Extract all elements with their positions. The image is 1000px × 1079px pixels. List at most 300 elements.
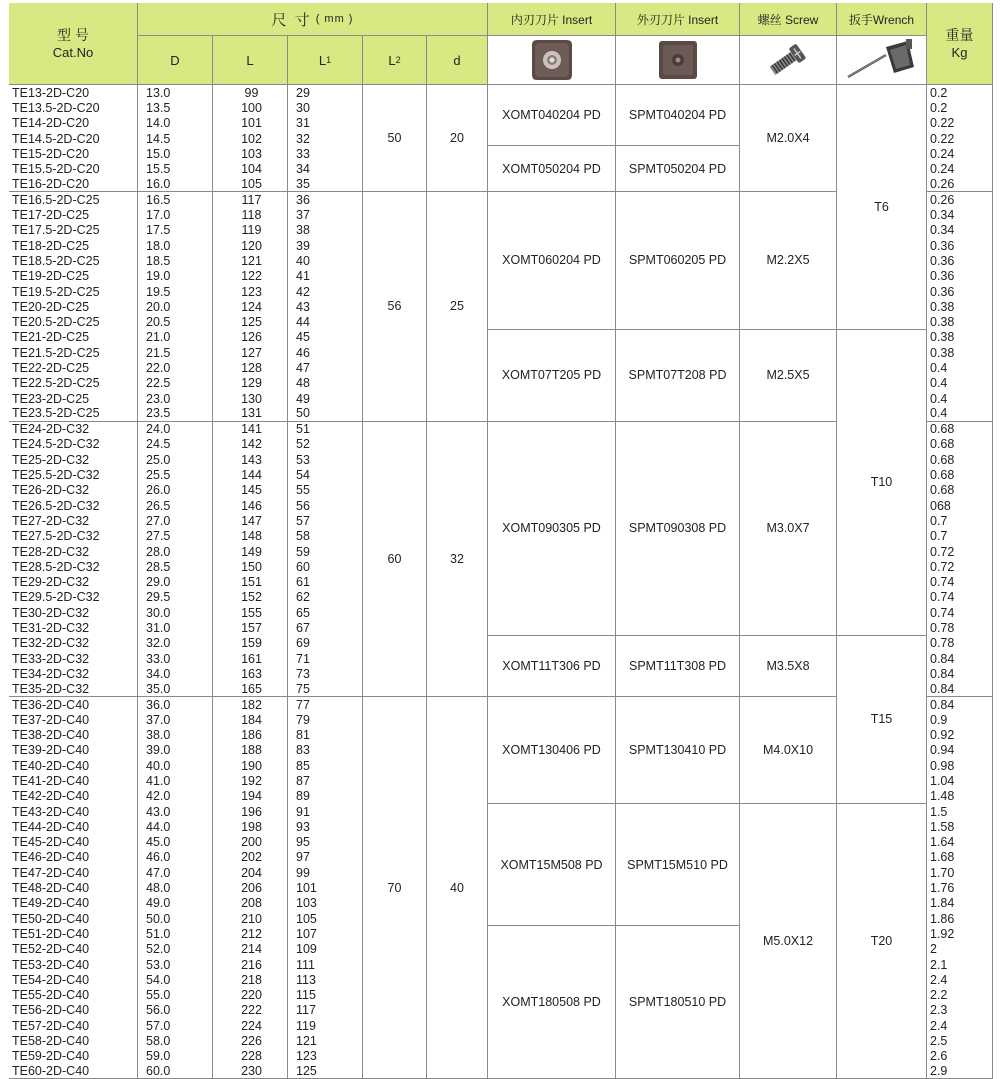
screw-cell: M3.0X7 <box>740 422 837 636</box>
D-cell: 13.0 <box>138 85 213 100</box>
D-cell: 43.0 <box>138 804 213 819</box>
L-cell: 206 <box>213 880 288 895</box>
cat-no-cell: TE15-2D-C20 <box>9 146 138 161</box>
cat-no-cell: TE22.5-2D-C25 <box>9 376 138 391</box>
L-cell: 230 <box>213 1064 288 1079</box>
D-cell: 56.0 <box>138 1003 213 1018</box>
D-cell: 18.5 <box>138 253 213 268</box>
weight-cell: 1.76 <box>927 880 993 895</box>
L-cell: 117 <box>213 192 288 207</box>
outer-insert-cell: SPMT050204 PD <box>616 146 740 192</box>
cat-no-cell: TE26.5-2D-C32 <box>9 498 138 513</box>
weight-cell: 0.68 <box>927 437 993 452</box>
D-cell: 19.5 <box>138 284 213 299</box>
L-cell: 118 <box>213 207 288 222</box>
cat-no-cell: TE28.5-2D-C32 <box>9 559 138 574</box>
L1-cell: 42 <box>288 284 363 299</box>
L1-cell: 43 <box>288 299 363 314</box>
weight-cell: 0.4 <box>927 360 993 375</box>
screw-cell: M2.2X5 <box>740 192 837 330</box>
weight-cell: 0.84 <box>927 697 993 712</box>
header-screw: 螺丝 Screw <box>740 3 837 36</box>
D-cell: 57.0 <box>138 1018 213 1033</box>
D-cell: 39.0 <box>138 743 213 758</box>
L1-cell: 117 <box>288 1003 363 1018</box>
L-cell: 146 <box>213 498 288 513</box>
cat-no-cell: TE25-2D-C32 <box>9 452 138 467</box>
L1-cell: 51 <box>288 422 363 437</box>
L-cell: 155 <box>213 605 288 620</box>
D-cell: 58.0 <box>138 1033 213 1048</box>
cat-no-cell: TE14-2D-C20 <box>9 116 138 131</box>
L1-cell: 67 <box>288 620 363 635</box>
screw-cell: M5.0X12 <box>740 804 837 1079</box>
L1-cell: 107 <box>288 926 363 941</box>
weight-cell: 0.74 <box>927 590 993 605</box>
weight-cell: 2.9 <box>927 1064 993 1079</box>
L-cell: 198 <box>213 819 288 834</box>
header-wrench: 扳手Wrench <box>837 3 927 36</box>
weight-cell: 2.6 <box>927 1049 993 1064</box>
screw-cell: M2.5X5 <box>740 330 837 422</box>
D-cell: 15.0 <box>138 146 213 161</box>
inner-insert-cell: XOMT15M508 PD <box>488 804 616 926</box>
L-cell: 130 <box>213 391 288 406</box>
header-model-en: Cat.No <box>52 44 94 60</box>
header-size-cn: 尺 寸 <box>271 11 312 29</box>
weight-cell: 2.2 <box>927 988 993 1003</box>
L1-cell: 97 <box>288 850 363 865</box>
cat-no-cell: TE37-2D-C40 <box>9 712 138 727</box>
outer-insert-cell: SPMT180510 PD <box>616 926 740 1079</box>
header-model <box>9 3 138 85</box>
L1-cell: 73 <box>288 666 363 681</box>
d-group-cell: 32 <box>427 422 488 697</box>
L1-cell: 95 <box>288 835 363 850</box>
L-cell: 202 <box>213 850 288 865</box>
outer-insert-cell: SPMT11T308 PD <box>616 636 740 697</box>
L-cell: 143 <box>213 452 288 467</box>
L-cell: 149 <box>213 544 288 559</box>
weight-cell: 1.5 <box>927 804 993 819</box>
L1-cell: 58 <box>288 529 363 544</box>
inner-insert-cell: XOMT090305 PD <box>488 422 616 636</box>
weight-cell: 0.34 <box>927 207 993 222</box>
L-cell: 141 <box>213 422 288 437</box>
L-cell: 124 <box>213 299 288 314</box>
weight-cell: 0.26 <box>927 192 993 207</box>
weight-cell: 2.3 <box>927 1003 993 1018</box>
L-cell: 163 <box>213 666 288 681</box>
cat-no-cell: TE17-2D-C25 <box>9 207 138 222</box>
L1-cell: 111 <box>288 957 363 972</box>
weight-cell: 0.78 <box>927 620 993 635</box>
wrench-cell: T6 <box>837 85 927 330</box>
D-cell: 21.5 <box>138 345 213 360</box>
L-cell: 144 <box>213 467 288 482</box>
L1-cell: 125 <box>288 1064 363 1079</box>
D-cell: 47.0 <box>138 865 213 880</box>
L1-cell: 60 <box>288 559 363 574</box>
L1-cell: 109 <box>288 942 363 957</box>
weight-cell: 0.9 <box>927 712 993 727</box>
weight-cell: 0.38 <box>927 299 993 314</box>
cat-no-cell: TE23.5-2D-C25 <box>9 406 138 421</box>
outer-insert-cell: SPMT040204 PD <box>616 85 740 146</box>
L-cell: 121 <box>213 253 288 268</box>
D-cell: 27.5 <box>138 529 213 544</box>
L-cell: 145 <box>213 483 288 498</box>
L-cell: 128 <box>213 360 288 375</box>
L-cell: 161 <box>213 651 288 666</box>
D-cell: 34.0 <box>138 666 213 681</box>
L1-cell: 53 <box>288 452 363 467</box>
weight-cell: 0.72 <box>927 559 993 574</box>
cat-no-cell: TE60-2D-C40 <box>9 1064 138 1079</box>
header-outer-insert: 外刃刀片 Insert <box>616 3 740 36</box>
header-weight <box>927 3 993 85</box>
weight-cell: 0.34 <box>927 223 993 238</box>
weight-cell: 0.36 <box>927 253 993 268</box>
cat-no-cell: TE55-2D-C40 <box>9 988 138 1003</box>
inner-insert-cell: XOMT040204 PD <box>488 85 616 146</box>
L1-cell: 83 <box>288 743 363 758</box>
L1-cell: 75 <box>288 682 363 697</box>
D-cell: 27.0 <box>138 513 213 528</box>
D-cell: 31.0 <box>138 620 213 635</box>
weight-cell: 0.98 <box>927 758 993 773</box>
header-col-L1 <box>288 36 363 85</box>
D-cell: 25.0 <box>138 452 213 467</box>
D-cell: 21.0 <box>138 330 213 345</box>
L1-cell: 71 <box>288 651 363 666</box>
L2-group-cell: 60 <box>363 422 427 697</box>
L-cell: 204 <box>213 865 288 880</box>
L1-cell: 30 <box>288 100 363 115</box>
cat-no-cell: TE21.5-2D-C25 <box>9 345 138 360</box>
D-cell: 19.0 <box>138 269 213 284</box>
L-cell: 129 <box>213 376 288 391</box>
L1-cell: 38 <box>288 223 363 238</box>
D-cell: 53.0 <box>138 957 213 972</box>
weight-cell: 0.2 <box>927 85 993 100</box>
L-cell: 200 <box>213 835 288 850</box>
L1-cell: 89 <box>288 789 363 804</box>
L-cell: 123 <box>213 284 288 299</box>
weight-cell: 0.38 <box>927 314 993 329</box>
L1-cell: 40 <box>288 253 363 268</box>
cat-no-cell: TE44-2D-C40 <box>9 819 138 834</box>
weight-cell: 0.22 <box>927 131 993 146</box>
cat-no-cell: TE46-2D-C40 <box>9 850 138 865</box>
L1-cell: 31 <box>288 116 363 131</box>
cat-no-cell: TE17.5-2D-C25 <box>9 223 138 238</box>
D-cell: 28.5 <box>138 559 213 574</box>
L1-cell: 54 <box>288 467 363 482</box>
weight-cell: 0.36 <box>927 238 993 253</box>
cat-no-cell: TE24-2D-C32 <box>9 422 138 437</box>
weight-cell: 0.22 <box>927 116 993 131</box>
inner-insert-cell: XOMT130406 PD <box>488 697 616 804</box>
D-cell: 16.0 <box>138 177 213 192</box>
D-cell: 36.0 <box>138 697 213 712</box>
L1-cell: 52 <box>288 437 363 452</box>
L1-cell: 37 <box>288 207 363 222</box>
weight-cell: 1.68 <box>927 850 993 865</box>
wrench-cell: T20 <box>837 804 927 1079</box>
D-cell: 15.5 <box>138 161 213 176</box>
cat-no-cell: TE30-2D-C32 <box>9 605 138 620</box>
D-cell: 22.0 <box>138 360 213 375</box>
L1-cell: 29 <box>288 85 363 100</box>
L-cell: 150 <box>213 559 288 574</box>
L1-cell: 103 <box>288 896 363 911</box>
header-inner-insert: 内刃刀片 Insert <box>488 3 616 36</box>
L-cell: 157 <box>213 620 288 635</box>
d-group-cell: 25 <box>427 192 488 421</box>
D-cell: 44.0 <box>138 819 213 834</box>
cat-no-cell: TE29-2D-C32 <box>9 575 138 590</box>
L1-cell: 61 <box>288 575 363 590</box>
weight-cell: 1.84 <box>927 896 993 911</box>
D-cell: 41.0 <box>138 773 213 788</box>
D-cell: 55.0 <box>138 988 213 1003</box>
inner-insert-cell: XOMT07T205 PD <box>488 330 616 422</box>
L-cell: 220 <box>213 988 288 1003</box>
cat-no-cell: TE18.5-2D-C25 <box>9 253 138 268</box>
D-cell: 20.5 <box>138 314 213 329</box>
cat-no-cell: TE58-2D-C40 <box>9 1033 138 1048</box>
cat-no-cell: TE16-2D-C20 <box>9 177 138 192</box>
inner-insert-cell: XOMT060204 PD <box>488 192 616 330</box>
weight-cell: 0.2 <box>927 100 993 115</box>
outer-insert-cell: SPMT060205 PD <box>616 192 740 330</box>
cat-no-cell: TE23-2D-C25 <box>9 391 138 406</box>
L1-cell: 121 <box>288 1033 363 1048</box>
header-col-L2-sub: 2 <box>395 55 401 65</box>
d-group-cell: 20 <box>427 85 488 192</box>
cat-no-cell: TE16.5-2D-C25 <box>9 192 138 207</box>
L1-cell: 36 <box>288 192 363 207</box>
header-col-D: D <box>138 36 213 85</box>
D-cell: 32.0 <box>138 636 213 651</box>
weight-cell: 0.24 <box>927 146 993 161</box>
D-cell: 28.0 <box>138 544 213 559</box>
cat-no-cell: TE38-2D-C40 <box>9 727 138 742</box>
L2-group-cell: 50 <box>363 85 427 192</box>
D-cell: 13.5 <box>138 100 213 115</box>
L1-cell: 81 <box>288 727 363 742</box>
D-cell: 45.0 <box>138 835 213 850</box>
L-cell: 186 <box>213 727 288 742</box>
L-cell: 212 <box>213 926 288 941</box>
L1-cell: 91 <box>288 804 363 819</box>
screw-cell: M2.0X4 <box>740 85 837 192</box>
weight-cell: 1.58 <box>927 819 993 834</box>
cat-no-cell: TE59-2D-C40 <box>9 1049 138 1064</box>
cat-no-cell: TE29.5-2D-C32 <box>9 590 138 605</box>
L-cell: 120 <box>213 238 288 253</box>
weight-cell: 0.38 <box>927 330 993 345</box>
outer-insert-cell: SPMT090308 PD <box>616 422 740 636</box>
cat-no-cell: TE33-2D-C32 <box>9 651 138 666</box>
L-cell: 214 <box>213 942 288 957</box>
weight-cell: 0.74 <box>927 605 993 620</box>
L-cell: 222 <box>213 1003 288 1018</box>
header-col-L2 <box>363 36 427 85</box>
cat-no-cell: TE13.5-2D-C20 <box>9 100 138 115</box>
header-size <box>138 3 488 36</box>
L1-cell: 32 <box>288 131 363 146</box>
L-cell: 159 <box>213 636 288 651</box>
cat-no-cell: TE50-2D-C40 <box>9 911 138 926</box>
header-model-cn: 型 号 <box>57 26 89 43</box>
weight-cell: 0.38 <box>927 345 993 360</box>
L-cell: 196 <box>213 804 288 819</box>
L1-cell: 35 <box>288 177 363 192</box>
cat-no-cell: TE45-2D-C40 <box>9 835 138 850</box>
cat-no-cell: TE32-2D-C32 <box>9 636 138 651</box>
outer-insert-cell: SPMT15M510 PD <box>616 804 740 926</box>
cat-no-cell: TE24.5-2D-C32 <box>9 437 138 452</box>
L-cell: 208 <box>213 896 288 911</box>
weight-cell: 0.92 <box>927 727 993 742</box>
D-cell: 51.0 <box>138 926 213 941</box>
L-cell: 190 <box>213 758 288 773</box>
L-cell: 188 <box>213 743 288 758</box>
cat-no-cell: TE53-2D-C40 <box>9 957 138 972</box>
screw-cell: M4.0X10 <box>740 697 837 804</box>
cat-no-cell: TE27-2D-C32 <box>9 513 138 528</box>
L1-cell: 85 <box>288 758 363 773</box>
header-size-unit: ( mm ) <box>315 13 354 25</box>
L-cell: 182 <box>213 697 288 712</box>
L1-cell: 87 <box>288 773 363 788</box>
inner-insert-cell: XOMT050204 PD <box>488 146 616 192</box>
weight-cell: 0.68 <box>927 422 993 437</box>
L-cell: 216 <box>213 957 288 972</box>
D-cell: 33.0 <box>138 651 213 666</box>
D-cell: 24.0 <box>138 422 213 437</box>
weight-cell: 1.64 <box>927 835 993 850</box>
L1-cell: 59 <box>288 544 363 559</box>
L1-cell: 44 <box>288 314 363 329</box>
L-cell: 104 <box>213 161 288 176</box>
L1-cell: 113 <box>288 972 363 987</box>
cat-no-cell: TE57-2D-C40 <box>9 1018 138 1033</box>
cat-no-cell: TE18-2D-C25 <box>9 238 138 253</box>
L-cell: 126 <box>213 330 288 345</box>
L1-cell: 49 <box>288 391 363 406</box>
cat-no-cell: TE49-2D-C40 <box>9 896 138 911</box>
L1-cell: 105 <box>288 911 363 926</box>
L1-cell: 62 <box>288 590 363 605</box>
D-cell: 37.0 <box>138 712 213 727</box>
weight-cell: 2.1 <box>927 957 993 972</box>
L-cell: 142 <box>213 437 288 452</box>
weight-cell: 0.7 <box>927 513 993 528</box>
L1-cell: 115 <box>288 988 363 1003</box>
cat-no-cell: TE25.5-2D-C32 <box>9 467 138 482</box>
cat-no-cell: TE56-2D-C40 <box>9 1003 138 1018</box>
L1-cell: 123 <box>288 1049 363 1064</box>
weight-cell: 0.84 <box>927 651 993 666</box>
outer-insert-cell: SPMT130410 PD <box>616 697 740 804</box>
D-cell: 54.0 <box>138 972 213 987</box>
weight-cell: 0.68 <box>927 483 993 498</box>
weight-cell: 0.84 <box>927 682 993 697</box>
insert-square-icon <box>616 36 740 85</box>
L2-group-cell: 70 <box>363 697 427 1079</box>
L-cell: 101 <box>213 116 288 131</box>
L1-cell: 48 <box>288 376 363 391</box>
L1-cell: 79 <box>288 712 363 727</box>
L1-cell: 41 <box>288 269 363 284</box>
L1-cell: 56 <box>288 498 363 513</box>
weight-cell: 0.68 <box>927 467 993 482</box>
d-group-cell: 40 <box>427 697 488 1079</box>
L1-cell: 50 <box>288 406 363 421</box>
cat-no-cell: TE43-2D-C40 <box>9 804 138 819</box>
L-cell: 210 <box>213 911 288 926</box>
L1-cell: 99 <box>288 865 363 880</box>
L-cell: 151 <box>213 575 288 590</box>
L-cell: 194 <box>213 789 288 804</box>
L-cell: 103 <box>213 146 288 161</box>
D-cell: 24.5 <box>138 437 213 452</box>
weight-cell: 1.92 <box>927 926 993 941</box>
L-cell: 125 <box>213 314 288 329</box>
header-col-L1-sub: 1 <box>326 55 332 65</box>
screw-cell: M3.5X8 <box>740 636 837 697</box>
L-cell: 127 <box>213 345 288 360</box>
L1-cell: 65 <box>288 605 363 620</box>
L1-cell: 93 <box>288 819 363 834</box>
L1-cell: 55 <box>288 483 363 498</box>
cat-no-cell: TE48-2D-C40 <box>9 880 138 895</box>
L1-cell: 33 <box>288 146 363 161</box>
cat-no-cell: TE34-2D-C32 <box>9 666 138 681</box>
cat-no-cell: TE14.5-2D-C20 <box>9 131 138 146</box>
weight-cell: 0.24 <box>927 161 993 176</box>
D-cell: 17.5 <box>138 223 213 238</box>
weight-cell: 0.36 <box>927 269 993 284</box>
weight-cell: 1.04 <box>927 773 993 788</box>
D-cell: 22.5 <box>138 376 213 391</box>
cat-no-cell: TE39-2D-C40 <box>9 743 138 758</box>
cat-no-cell: TE36-2D-C40 <box>9 697 138 712</box>
D-cell: 50.0 <box>138 911 213 926</box>
D-cell: 14.0 <box>138 116 213 131</box>
weight-cell: 0.36 <box>927 284 993 299</box>
weight-cell: 2.4 <box>927 972 993 987</box>
header-col-L: L <box>213 36 288 85</box>
L-cell: 184 <box>213 712 288 727</box>
cat-no-cell: TE20.5-2D-C25 <box>9 314 138 329</box>
weight-cell: 0.7 <box>927 529 993 544</box>
cat-no-cell: TE19.5-2D-C25 <box>9 284 138 299</box>
L1-cell: 47 <box>288 360 363 375</box>
D-cell: 29.5 <box>138 590 213 605</box>
cat-no-cell: TE28-2D-C32 <box>9 544 138 559</box>
weight-cell: 1.48 <box>927 789 993 804</box>
cat-no-cell: TE27.5-2D-C32 <box>9 529 138 544</box>
L-cell: 99 <box>213 85 288 100</box>
D-cell: 59.0 <box>138 1049 213 1064</box>
cat-no-cell: TE35-2D-C32 <box>9 682 138 697</box>
D-cell: 46.0 <box>138 850 213 865</box>
inner-insert-cell: XOMT11T306 PD <box>488 636 616 697</box>
